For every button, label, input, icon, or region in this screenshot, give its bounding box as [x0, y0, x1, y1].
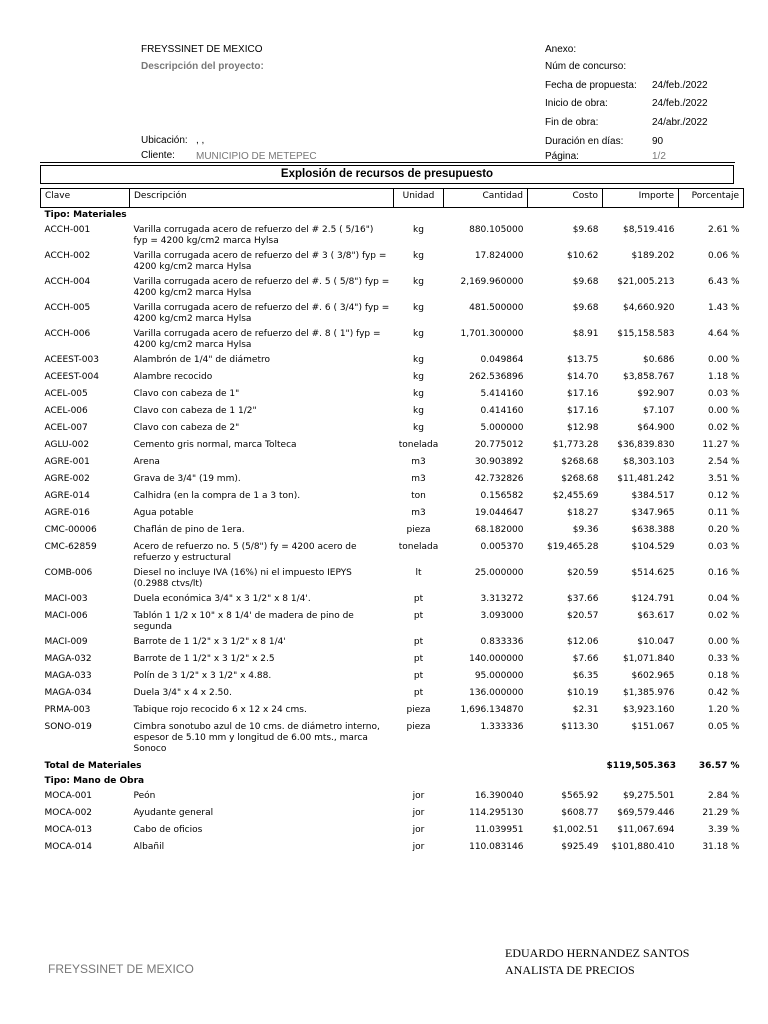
row-clave: MOCA-014: [44, 842, 93, 852]
row-costo: $10.19: [567, 688, 599, 698]
table-row: [41, 789, 744, 806]
table-row: [41, 387, 744, 404]
row-importe: $384.517: [631, 491, 675, 501]
row-unidad: lt: [415, 568, 422, 578]
row-clave: MAGA-034: [44, 688, 92, 698]
row-porcentaje: 0.06 %: [708, 251, 740, 261]
table-row: [41, 823, 744, 840]
row-cantidad: 19.044647: [474, 508, 524, 518]
row-descripcion: Agua potable: [133, 508, 194, 518]
row-clave: ACEL-007: [44, 423, 88, 433]
row-porcentaje: 0.42 %: [708, 688, 740, 698]
row-cantidad: 136.000000: [469, 688, 524, 698]
table-row: [41, 720, 744, 757]
row-unidad: m3: [411, 457, 426, 467]
row-costo: $17.16: [567, 406, 599, 416]
row-importe: $151.067: [631, 722, 675, 732]
row-descripcion: Duela económica 3/4" x 3 1/2" x 8 1/4'.: [133, 594, 311, 604]
row-descripcion: Calhidra (en la compra de 1 a 3 ton).: [133, 491, 301, 501]
row-cantidad: 1.333336: [480, 722, 524, 732]
row-descripcion: Diesel no incluye IVA (16%) ni el impuesto IEPYS (0.2988 ctvs/lt): [133, 568, 352, 589]
end-label: Fin de obra:: [545, 117, 599, 128]
col-costo: Costo: [528, 189, 603, 208]
row-clave: MOCA-013: [44, 825, 93, 835]
row-importe: $15,158.583: [617, 329, 675, 339]
table-row: [41, 223, 744, 249]
signer-role: ANALISTA DE PRECIOS: [505, 963, 635, 977]
table-header-row: [41, 189, 744, 208]
row-clave: SONO-019: [44, 722, 92, 732]
row-costo: $20.57: [567, 611, 599, 621]
row-cantidad: 5.414160: [480, 389, 524, 399]
row-porcentaje: 0.02 %: [708, 423, 740, 433]
row-importe: $36,839.830: [617, 440, 675, 450]
start-label: Inicio de obra:: [545, 98, 608, 109]
table-row: [41, 506, 744, 523]
row-porcentaje: 0.00 %: [708, 406, 740, 416]
table-row: [41, 455, 744, 472]
table-row: [41, 301, 744, 327]
table-row: [41, 806, 744, 823]
row-clave: CMC-00006: [44, 525, 97, 535]
table-row: [41, 438, 744, 455]
row-descripcion: Duela 3/4" x 4 x 2.50.: [133, 688, 232, 698]
row-unidad: tonelada: [398, 542, 439, 552]
row-porcentaje: 2.84 %: [708, 791, 740, 801]
report-title: Explosión de recursos de presupuesto: [40, 165, 734, 184]
row-importe: $0.686: [643, 355, 675, 365]
col-unidad: Unidad: [394, 189, 444, 208]
row-costo: $14.70: [567, 372, 599, 382]
row-porcentaje: 0.16 %: [708, 568, 740, 578]
header-divider: [40, 162, 735, 163]
row-unidad: pt: [413, 654, 424, 664]
row-descripcion: Cemento gris normal, marca Tolteca: [133, 440, 297, 450]
row-porcentaje: 0.04 %: [708, 594, 740, 604]
section-title: Tipo: Materiales: [44, 210, 127, 220]
signer-name: EDUARDO HERNANDEZ SANTOS: [505, 946, 690, 960]
table-row: [41, 275, 744, 301]
row-costo: $608.77: [561, 808, 599, 818]
row-unidad: jor: [412, 808, 425, 818]
row-importe: $92.907: [637, 389, 675, 399]
table-row: [41, 592, 744, 609]
row-clave: AGRE-014: [44, 491, 90, 501]
duration-label: Duración en días:: [545, 136, 624, 147]
row-descripcion: Varilla corrugada acero de refuerzo del # 3 ( 3/8") fyp = 4200 kg/cm2 marca Hylsa: [133, 251, 387, 272]
row-clave: ACCH-006: [44, 329, 91, 339]
table-row: [41, 327, 744, 353]
row-unidad: pieza: [406, 705, 431, 715]
project-label: Descripción del proyecto:: [141, 61, 264, 72]
row-clave: ACCH-004: [44, 277, 91, 287]
row-descripcion: Chaflán de pino de 1era.: [133, 525, 245, 535]
table-row: [41, 249, 744, 275]
row-importe: $1,385.976: [622, 688, 675, 698]
row-clave: MACI-009: [44, 637, 88, 647]
row-clave: CMC-62859: [44, 542, 97, 552]
row-descripcion: Acero de refuerzo no. 5 (5/8") fy = 4200 acero de refuerzo y estructural: [133, 542, 357, 563]
row-clave: MOCA-001: [44, 791, 93, 801]
total-porcentaje: 36.57 %: [698, 761, 740, 771]
row-cantidad: 481.500000: [469, 303, 524, 313]
row-costo: $268.68: [561, 457, 599, 467]
row-porcentaje: 0.02 %: [708, 611, 740, 621]
row-clave: ACEL-006: [44, 406, 88, 416]
row-costo: $2.31: [572, 705, 599, 715]
footer-company: FREYSSINET DE MEXICO: [48, 962, 194, 976]
row-clave: PRMA-003: [44, 705, 91, 715]
row-unidad: kg: [413, 423, 424, 433]
row-importe: $124.791: [631, 594, 675, 604]
row-cantidad: 30.903892: [474, 457, 524, 467]
row-porcentaje: 1.20 %: [708, 705, 740, 715]
section-title: Tipo: Mano de Obra: [44, 776, 145, 786]
row-unidad: m3: [411, 474, 426, 484]
row-unidad: pt: [413, 637, 424, 647]
row-unidad: pieza: [406, 525, 431, 535]
row-unidad: kg: [413, 303, 424, 313]
row-unidad: jor: [412, 791, 425, 801]
row-importe: $602.965: [631, 671, 675, 681]
row-clave: ACCH-001: [44, 225, 91, 235]
row-costo: $1,002.51: [552, 825, 599, 835]
row-descripcion: Arena: [133, 457, 160, 467]
row-costo: $17.16: [567, 389, 599, 399]
row-unidad: jor: [412, 825, 425, 835]
row-descripcion: Clavo con cabeza de 1": [133, 389, 240, 399]
row-clave: ACCH-002: [44, 251, 91, 261]
row-costo: $9.68: [572, 303, 599, 313]
row-unidad: pt: [413, 671, 424, 681]
row-unidad: m3: [411, 508, 426, 518]
row-cantidad: 20.775012: [474, 440, 524, 450]
row-importe: $9,275.501: [622, 791, 675, 801]
row-clave: ACEL-005: [44, 389, 88, 399]
company-name: FREYSSINET DE MEXICO: [141, 44, 263, 55]
row-unidad: ton: [411, 491, 426, 501]
row-cantidad: 2,169.960000: [460, 277, 524, 287]
row-porcentaje: 0.11 %: [708, 508, 740, 518]
row-cantidad: 0.049864: [480, 355, 524, 365]
contest-label: Núm de concurso:: [545, 61, 627, 72]
row-descripcion: Cabo de oficios: [133, 825, 203, 835]
row-clave: ACCH-005: [44, 303, 91, 313]
row-unidad: pt: [413, 611, 424, 621]
row-descripcion: Cimbra sonotubo azul de 10 cms. de diámetro interno, espesor de 5.10 mm y longitud de 6.00 mts., marca Sonoco: [133, 722, 380, 754]
row-clave: AGRE-016: [44, 508, 90, 518]
row-porcentaje: 0.12 %: [708, 491, 740, 501]
row-costo: $925.49: [561, 842, 599, 852]
row-importe: $11,067.694: [617, 825, 675, 835]
table-row: [41, 370, 744, 387]
row-porcentaje: 11.27 %: [702, 440, 740, 450]
row-costo: $13.75: [567, 355, 599, 365]
row-descripcion: Ayudante general: [133, 808, 214, 818]
row-importe: $69,579.446: [617, 808, 675, 818]
row-unidad: jor: [412, 842, 425, 852]
row-costo: $9.68: [572, 225, 599, 235]
row-importe: $104.529: [631, 542, 675, 552]
table-row: [41, 523, 744, 540]
total-importe: $119,505.363: [606, 761, 676, 771]
proposal-date: 24/feb./2022: [652, 80, 708, 91]
row-cantidad: 0.005370: [480, 542, 524, 552]
row-clave: MACI-006: [44, 611, 88, 621]
row-costo: $6.35: [572, 671, 599, 681]
row-importe: $3,858.767: [622, 372, 675, 382]
table-row: [41, 652, 744, 669]
row-importe: $189.202: [631, 251, 675, 261]
table-row: [41, 840, 744, 857]
location-label: Ubicación:: [141, 135, 188, 146]
row-descripcion: Alambrón de 1/4" de diámetro: [133, 355, 271, 365]
row-cantidad: 11.039951: [474, 825, 524, 835]
row-cantidad: 0.414160: [480, 406, 524, 416]
row-costo: $9.68: [572, 277, 599, 287]
row-cantidad: 25.000000: [474, 568, 524, 578]
row-cantidad: 95.000000: [474, 671, 524, 681]
row-cantidad: 0.833336: [480, 637, 524, 647]
client-value: MUNICIPIO DE METEPEC: [196, 151, 317, 162]
row-clave: AGLU-002: [44, 440, 90, 450]
row-cantidad: 42.732826: [474, 474, 524, 484]
page-number: 1/2: [652, 151, 666, 162]
row-porcentaje: 3.39 %: [708, 825, 740, 835]
row-descripcion: Clavo con cabeza de 1 1/2": [133, 406, 257, 416]
row-cantidad: 114.295130: [469, 808, 524, 818]
row-descripcion: Barrote de 1 1/2" x 3 1/2" x 2.5: [133, 654, 275, 664]
table-row: [41, 540, 744, 566]
table-row: [41, 566, 744, 592]
table-row: [41, 669, 744, 686]
proposal-date-label: Fecha de propuesta:: [545, 80, 637, 91]
row-importe: $7.107: [643, 406, 675, 416]
row-descripcion: Tabique rojo recocido 6 x 12 x 24 cms.: [133, 705, 307, 715]
section-header: [41, 774, 744, 789]
col-cantidad: Cantidad: [444, 189, 528, 208]
row-porcentaje: 0.03 %: [708, 542, 740, 552]
row-importe: $1,071.840: [622, 654, 675, 664]
section-header: [41, 208, 744, 224]
row-costo: $8.91: [572, 329, 599, 339]
resources-table: [40, 188, 744, 857]
row-descripcion: Varilla corrugada acero de refuerzo del #. 8 ( 1") fyp = 4200 kg/cm2 marca Hylsa: [133, 329, 381, 350]
row-porcentaje: 2.61 %: [708, 225, 740, 235]
row-importe: $63.617: [637, 611, 675, 621]
row-costo: $9.36: [572, 525, 599, 535]
table-row: [41, 635, 744, 652]
row-costo: $12.06: [567, 637, 599, 647]
row-importe: $8,519.416: [622, 225, 675, 235]
table-row: [41, 404, 744, 421]
row-importe: $4,660.920: [622, 303, 675, 313]
row-costo: $2,455.69: [552, 491, 599, 501]
col-clave: Clave: [41, 189, 130, 208]
row-importe: $8,303.103: [622, 457, 675, 467]
table-row: [41, 703, 744, 720]
table-row: [41, 421, 744, 438]
row-clave: MACI-003: [44, 594, 88, 604]
row-porcentaje: 31.18 %: [702, 842, 740, 852]
col-descripcion: Descripción: [130, 189, 394, 208]
row-porcentaje: 0.05 %: [708, 722, 740, 732]
row-cantidad: 262.536896: [469, 372, 524, 382]
location-value: , ,: [196, 135, 205, 146]
row-cantidad: 3.313272: [480, 594, 524, 604]
row-unidad: pt: [413, 594, 424, 604]
row-cantidad: 1,696.134870: [460, 705, 524, 715]
row-cantidad: 110.083146: [469, 842, 524, 852]
row-descripcion: Polín de 3 1/2" x 3 1/2" x 4.88.: [133, 671, 272, 681]
row-porcentaje: 6.43 %: [708, 277, 740, 287]
row-clave: MAGA-033: [44, 671, 92, 681]
row-cantidad: 68.182000: [474, 525, 524, 535]
row-costo: $565.92: [561, 791, 599, 801]
row-descripcion: Barrote de 1 1/2" x 3 1/2" x 8 1/4': [133, 637, 286, 647]
row-cantidad: 3.093000: [480, 611, 524, 621]
row-importe: $21,005.213: [617, 277, 675, 287]
end-date: 24/abr./2022: [652, 117, 708, 128]
row-unidad: tonelada: [398, 440, 439, 450]
row-importe: $347.965: [631, 508, 675, 518]
row-unidad: kg: [413, 329, 424, 339]
table-row: [41, 489, 744, 506]
row-porcentaje: 0.33 %: [708, 654, 740, 664]
row-porcentaje: 0.03 %: [708, 389, 740, 399]
row-importe: $101,880.410: [611, 842, 675, 852]
row-costo: $10.62: [567, 251, 599, 261]
table-row: [41, 472, 744, 489]
row-descripcion: Varilla corrugada acero de refuerzo del # 2.5 ( 5/16") fyp = 4200 kg/cm2 marca Hylsa: [133, 225, 374, 246]
row-costo: $19,465.28: [546, 542, 599, 552]
total-label: Total de Materiales: [44, 761, 142, 771]
row-importe: $514.625: [631, 568, 675, 578]
row-descripcion: Tablón 1 1/2 x 10" x 8 1/4' de madera de pino de segunda: [133, 611, 354, 632]
row-descripcion: Clavo con cabeza de 2": [133, 423, 240, 433]
row-descripcion: Varilla corrugada acero de refuerzo del #. 5 ( 5/8") fyp = 4200 kg/cm2 marca Hylsa: [133, 277, 390, 298]
row-porcentaje: 1.18 %: [708, 372, 740, 382]
row-porcentaje: 0.18 %: [708, 671, 740, 681]
row-cantidad: 880.105000: [469, 225, 524, 235]
row-descripcion: Peón: [133, 791, 156, 801]
row-costo: $1,773.28: [552, 440, 599, 450]
row-clave: MOCA-002: [44, 808, 93, 818]
row-costo: $37.66: [567, 594, 599, 604]
row-clave: MAGA-032: [44, 654, 92, 664]
row-porcentaje: 2.54 %: [708, 457, 740, 467]
table-row: [41, 353, 744, 370]
start-date: 24/feb./2022: [652, 98, 708, 109]
row-descripcion: Varilla corrugada acero de refuerzo del #. 6 ( 3/4") fyp = 4200 kg/cm2 marca Hylsa: [133, 303, 390, 324]
row-unidad: pt: [413, 688, 424, 698]
row-importe: $64.900: [637, 423, 675, 433]
table-row: [41, 609, 744, 635]
row-clave: AGRE-002: [44, 474, 90, 484]
page-label: Página:: [545, 151, 579, 162]
row-porcentaje: 4.64 %: [708, 329, 740, 339]
row-clave: ACEEST-004: [44, 372, 99, 382]
row-importe: $3,923.160: [622, 705, 675, 715]
col-importe: Importe: [603, 189, 679, 208]
row-cantidad: 1,701.300000: [460, 329, 524, 339]
row-porcentaje: 0.00 %: [708, 355, 740, 365]
duration-value: 90: [652, 136, 664, 147]
row-porcentaje: 3.51 %: [708, 474, 740, 484]
client-label: Cliente:: [141, 150, 175, 161]
row-porcentaje: 0.00 %: [708, 637, 740, 647]
row-importe: $11,481.242: [617, 474, 675, 484]
row-unidad: kg: [413, 277, 424, 287]
row-clave: COMB-006: [44, 568, 93, 578]
total-row: [41, 759, 744, 774]
row-unidad: kg: [413, 406, 424, 416]
row-unidad: pieza: [406, 722, 431, 732]
row-cantidad: 5.000000: [480, 423, 524, 433]
col-porcentaje: Porcentaje: [679, 189, 744, 208]
row-unidad: kg: [413, 355, 424, 365]
row-cantidad: 140.000000: [469, 654, 524, 664]
row-porcentaje: 1.43 %: [708, 303, 740, 313]
row-costo: $18.27: [567, 508, 599, 518]
row-costo: $268.68: [561, 474, 599, 484]
row-unidad: kg: [413, 372, 424, 382]
row-costo: $12.98: [567, 423, 599, 433]
row-clave: ACEEST-003: [44, 355, 99, 365]
row-cantidad: 16.390040: [474, 791, 524, 801]
row-costo: $113.30: [561, 722, 599, 732]
row-unidad: kg: [413, 225, 424, 235]
row-cantidad: 0.156582: [480, 491, 524, 501]
row-clave: AGRE-001: [44, 457, 90, 467]
row-descripcion: Alambre recocido: [133, 372, 213, 382]
row-unidad: kg: [413, 389, 424, 399]
row-porcentaje: 0.20 %: [708, 525, 740, 535]
table-row: [41, 686, 744, 703]
row-costo: $20.59: [567, 568, 599, 578]
row-unidad: kg: [413, 251, 424, 261]
row-importe: $638.388: [631, 525, 675, 535]
row-descripcion: Albañil: [133, 842, 165, 852]
row-cantidad: 17.824000: [474, 251, 524, 261]
row-costo: $7.66: [572, 654, 599, 664]
annex-label: Anexo:: [545, 44, 577, 55]
row-descripcion: Grava de 3/4" (19 mm).: [133, 474, 241, 484]
row-importe: $10.047: [637, 637, 675, 647]
row-porcentaje: 21.29 %: [702, 808, 740, 818]
